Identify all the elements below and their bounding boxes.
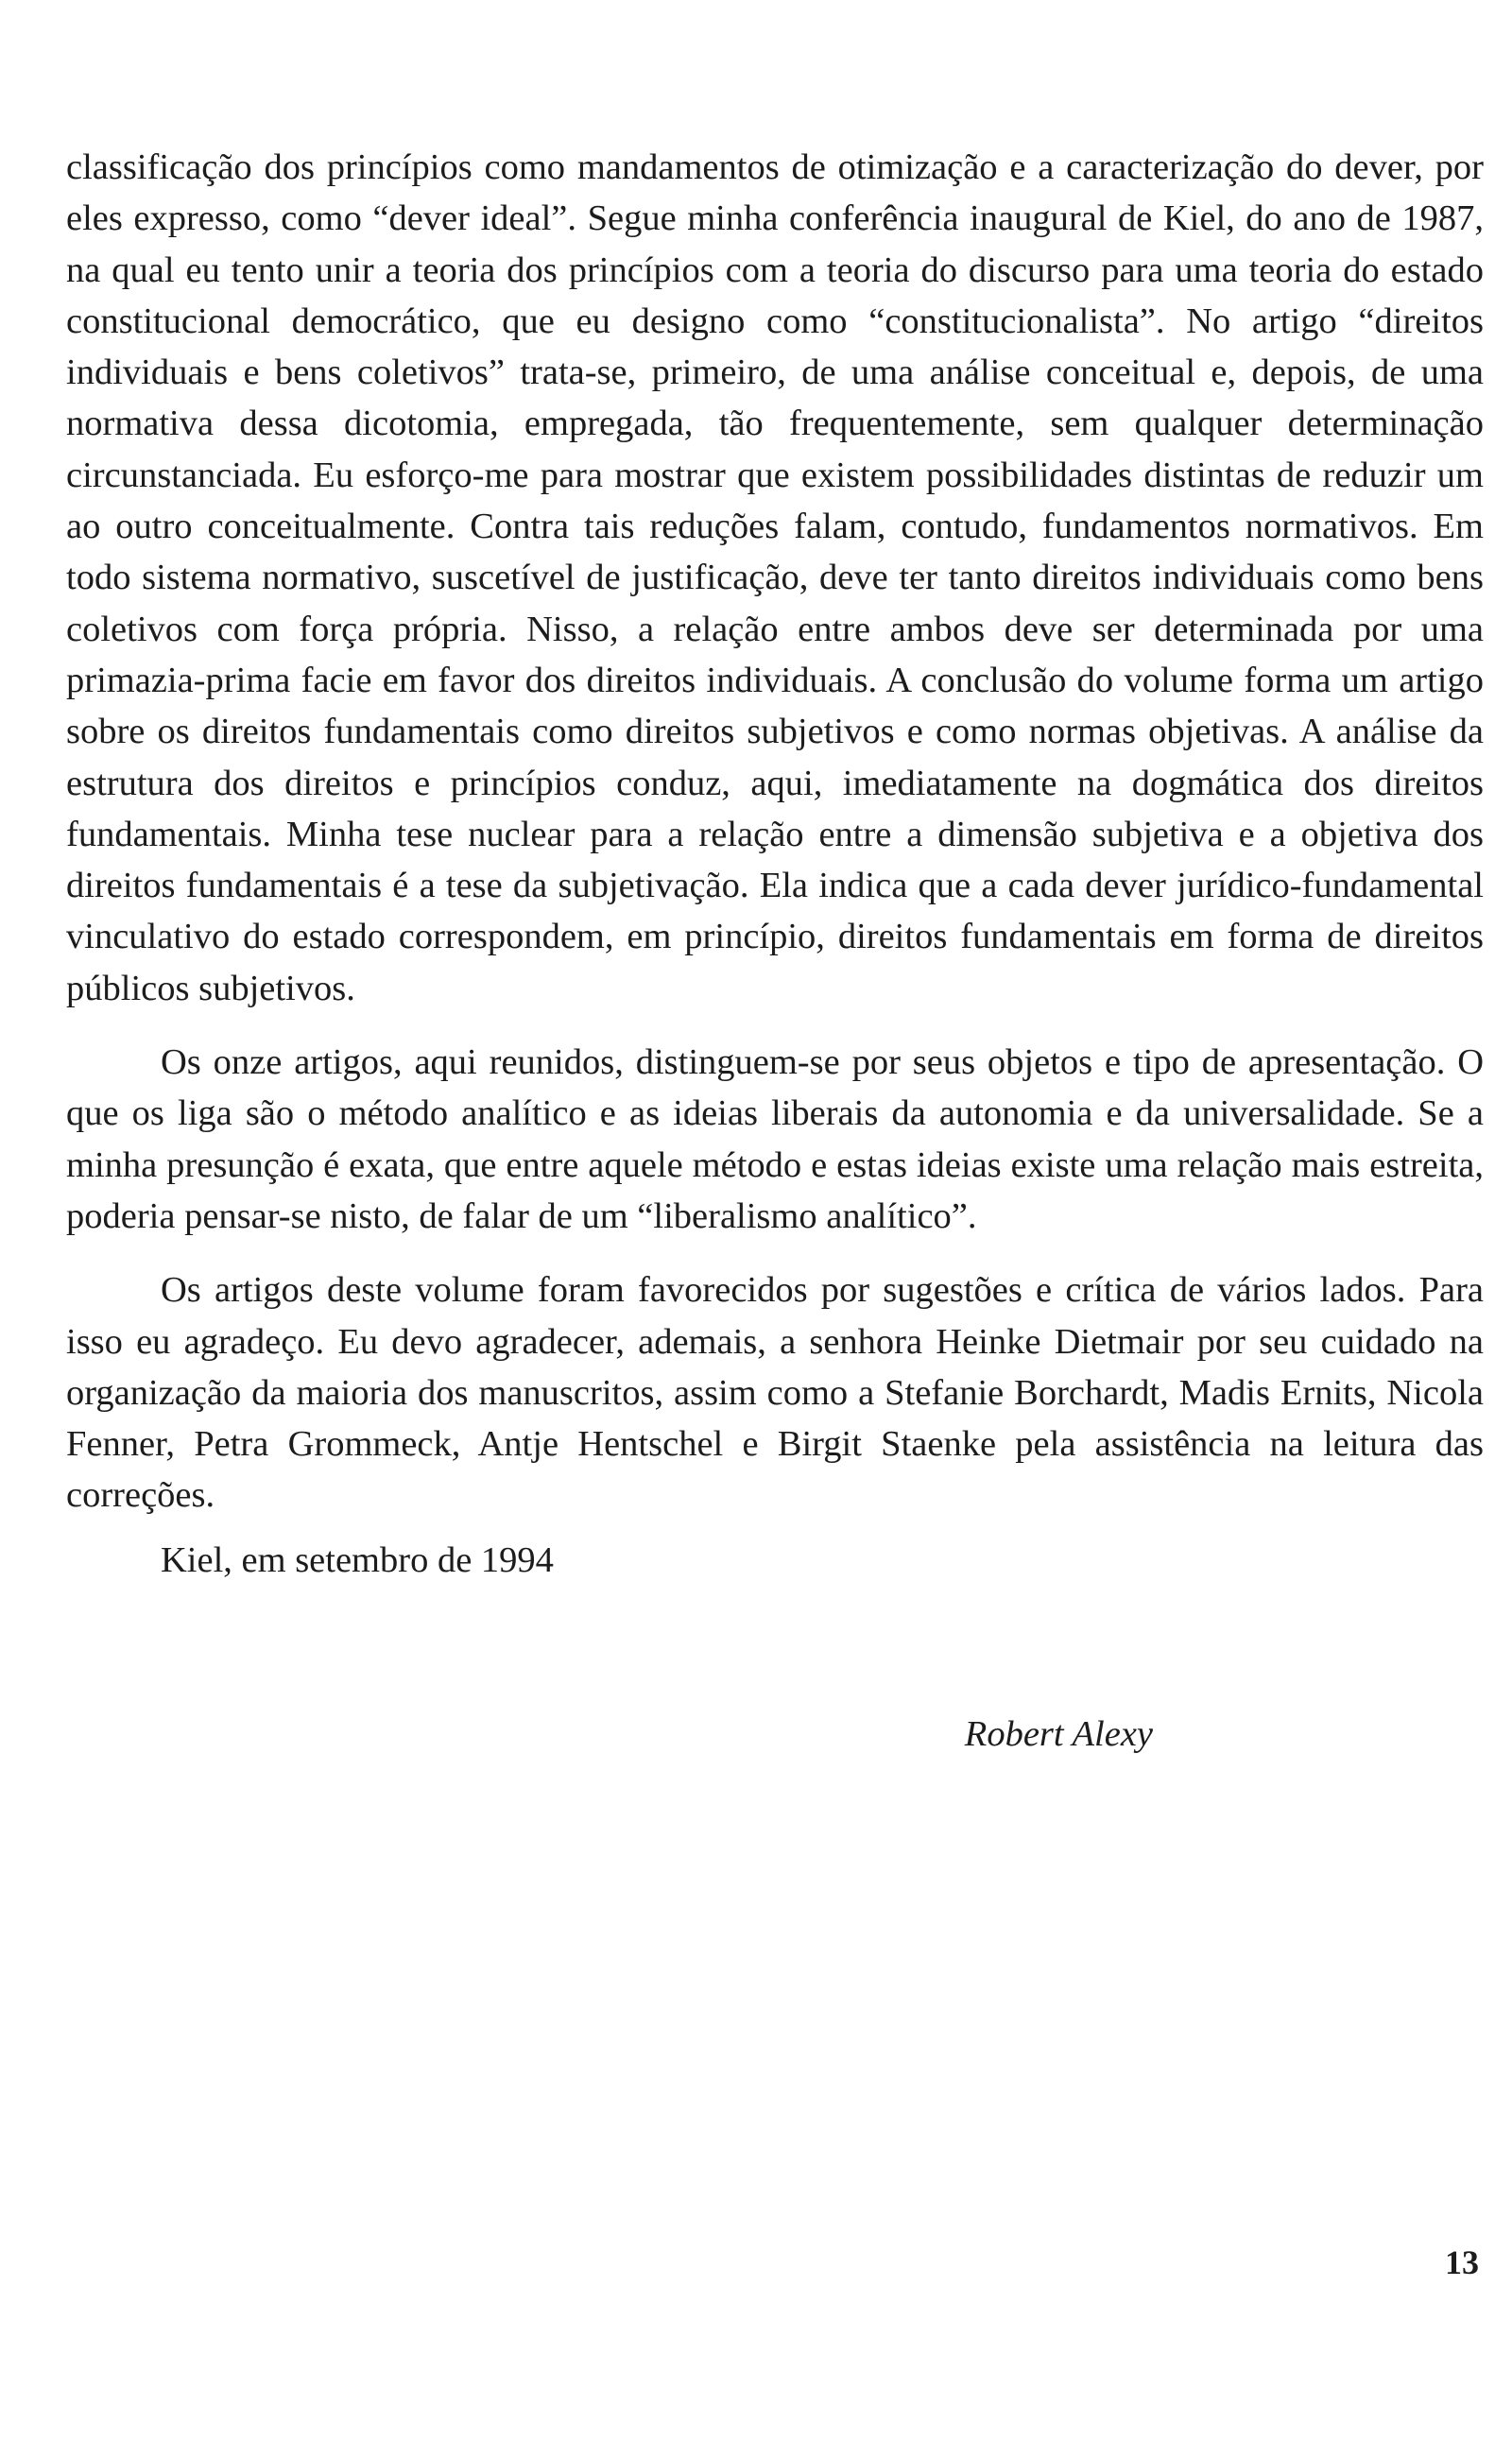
paragraph-acknowledgements: Os artigos deste volume foram favorecidos por sugestões e crítica de vários lados. Para isso eu agradeço. Eu devo agradecer, ademais, a senhora Heinke Dietmair por seu cuidado na organização da maioria dos manuscritos, assim como a Stefanie Borchardt, Madis Ernits, Nicola Fenner, Petra Grommeck, Antje Hentschel e Birgit Staenke pela assistência na leitura das correções.	[66, 1270, 1484, 1516]
body-text	[66, 142, 1484, 1586]
paragraph-continuation: classificação dos princípios como mandamentos de otimização e a caracterização do dever, por eles expresso, como “dever ideal”. Segue minha conferência inaugural de Kiel, do ano de 1987, na qual eu tento unir a teoria dos princípios com a teoria do discurso para uma teoria do estado constitucional democrático, que eu designo como “constitucionalista”. No artigo “direitos individuais e bens coletivos” trata-se, primeiro, de uma análise conceitual e, depois, de uma normativa dessa dicotomia, empregada, tão frequentemente, sem qualquer determinação circunstanciada. Eu esforço-me para mostrar que existem possibilidades distintas de reduzir um ao outro conceitualmente. Contra tais reduções falam, contudo, fundamentos normativos. Em todo sistema normativo, suscetível de justificação, deve ter tanto direitos individuais como bens coletivos com força própria. Nisso, a relação entre ambos deve ser determinada por uma primazia-prima facie em favor dos direitos individuais. A conclusão do volume forma um artigo sobre os direitos fundamentais como direitos subjetivos e como normas objetivas. A análise da estrutura dos direitos e princípios conduz, aqui, imediatamente na dogmática dos direitos fundamentais. Minha tese nuclear para a relação entre a dimensão subjetiva e a objetiva dos direitos fundamentais é a tese da subjetivação. Ela indica que a cada dever jurídico-fundamental vinculativo do estado correspondem, em princípio, direitos fundamentais em forma de direitos públicos subjetivos.	[66, 147, 1484, 1008]
paragraph-articles: Os onze artigos, aqui reunidos, distinguem-se por seus objetos e tipo de apresentação. O que os liga são o método analítico e as ideias liberais da autonomia e da universalidade. Se a minha presunção é exata, que entre aquele método e estas ideias existe uma relação mais estreita, poderia pensar-se nisto, de falar de um “liberalismo analítico”.	[66, 1042, 1484, 1236]
page-number: 13	[1445, 2243, 1479, 2281]
author-signature: Robert Alexy	[964, 1714, 1153, 1754]
place-date: Kiel, em setembro de 1994	[161, 1539, 554, 1580]
